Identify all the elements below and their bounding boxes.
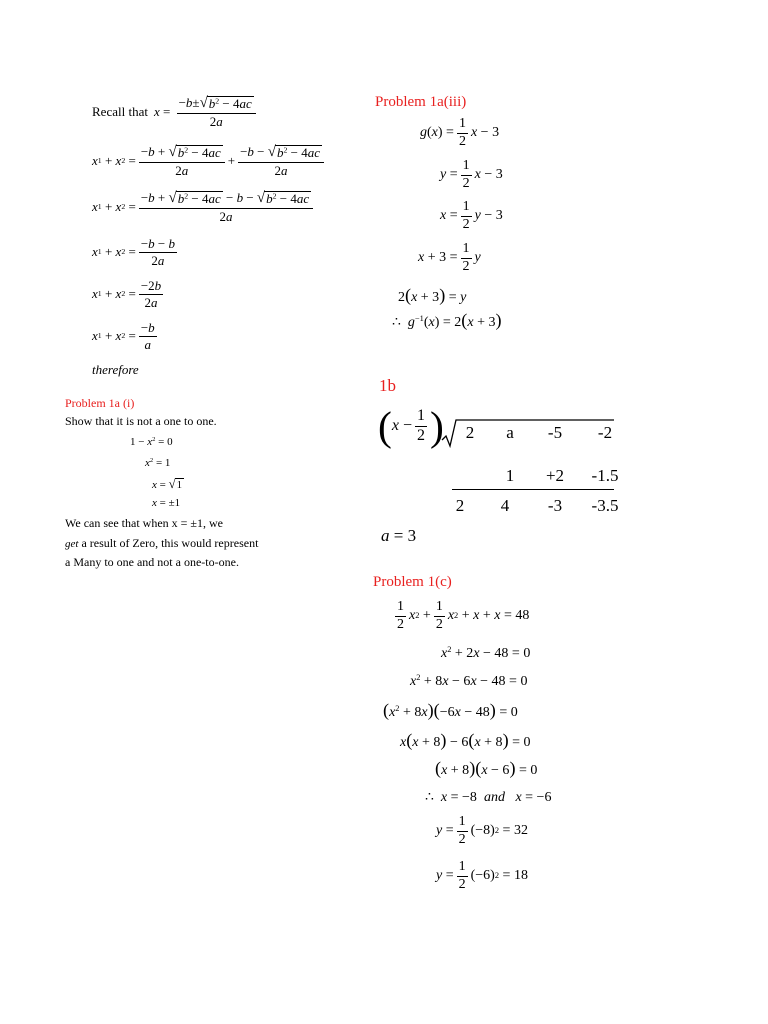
middle-cell: -1.5 — [591, 466, 619, 485]
derivation-step-5: x 1 + x 2 = $\frac{-b}{a}$ — [92, 320, 155, 352]
problem-1a-i-prompt: Show that it is not a one to one. — [65, 414, 217, 428]
inverse-result: ∴ $g^{-1}(x) = 2(x + 3)$ — [392, 310, 502, 330]
middle-row — [485, 466, 635, 486]
solve-y-value: y = $\frac{1}{2}$ (−6) 2 = 18 — [436, 859, 528, 892]
step-equation: $x^2 = 1$ — [145, 457, 171, 469]
conclusion-line: get a result of Zero, this would represent — [65, 536, 259, 550]
dividend-cell: 2 — [465, 423, 475, 442]
problem-1c-title: Problem 1(c) — [373, 574, 452, 590]
label-1b: 1b — [379, 376, 396, 395]
problem-1a-iii-title: Problem 1a(iii) — [375, 94, 467, 110]
conclusion-line: a Many to one and not a one-to-one. — [65, 555, 239, 569]
step-equation: x = ±1 — [152, 497, 181, 509]
solve-step: $x^2 + 8x - 6x - 48 = 0$ — [410, 672, 528, 689]
conclusion-line: We can see that when x = ±1, we — [65, 516, 223, 530]
result-cell: 4 — [500, 496, 510, 515]
result-row — [445, 496, 635, 516]
division-rule — [452, 489, 614, 490]
result-cell: 2 — [455, 496, 465, 515]
therefore-label: therefore — [92, 362, 139, 377]
inverse-step: 2(x + 3) = y — [398, 285, 467, 305]
inverse-step: x + 3 = $\frac{1}{2}$ y — [418, 241, 481, 274]
inverse-step: g ( x ) = $\frac{1}{2}$ x − 3 — [420, 116, 500, 149]
division-answer: a = 3 — [381, 526, 417, 545]
result-cell: -3 — [547, 496, 563, 515]
solve-roots: ∴ x = −8 and x = −6 — [425, 790, 552, 805]
step-equation: $1 - x^2 = 0$ — [130, 436, 173, 448]
dividend-cell: a — [506, 423, 514, 442]
dividend-cell: -2 — [597, 423, 613, 442]
derivation-step-1: x 1 + x 2 = −b + √ $b^2 - 4ac$ 2a + −b − √ $b^2 - 4ac$ 2a — [92, 145, 327, 178]
problem-1a-i-title: Problem 1a (i) — [65, 396, 135, 410]
result-cell: -3.5 — [591, 496, 619, 515]
solve-step: (x + 8)(x − 6) = 0 — [435, 758, 538, 778]
step-equation: x = √ 1 — [152, 477, 183, 491]
middle-cell: 1 — [505, 466, 515, 485]
solve-step: $(x^2 + 8x)(-6x - 48) = 0$ — [383, 700, 518, 720]
divisor: ( x − $\frac{1}{2}$ ) — [378, 402, 444, 449]
derivation-step-2: x 1 + x 2 = −b + √ $b^2 - 4ac$ − b − √ $b^2 - 4ac$ 2a — [92, 191, 316, 224]
dividend-cell: -5 — [547, 423, 563, 442]
inverse-step: x = $\frac{1}{2}$ y − 3 — [440, 199, 503, 232]
solve-y-value: y = $\frac{1}{2}$ (−8) 2 = 32 — [436, 814, 528, 847]
inverse-step: y = $\frac{1}{2}$ x − 3 — [440, 158, 503, 191]
recall-label: Recall that — [92, 104, 148, 120]
middle-cell: +2 — [545, 466, 565, 485]
derivation-step-4: x 1 + x 2 = $\frac{-2b}{2a}$ — [92, 278, 162, 310]
dividend-row — [455, 423, 635, 443]
solve-step: $x^2 + 2x - 48 = 0$ — [441, 644, 531, 661]
solve-step: x(x + 8) − 6(x + 8) = 0 — [400, 730, 531, 750]
solve-step: $\frac{1}{2}$ x 2 + $\frac{1}{2}$ x 2 + x + x = 48 — [397, 599, 530, 632]
derivation-step-3: x 1 + x 2 = $\frac{-b - b}{2a}$ — [92, 236, 175, 268]
quadratic-formula: Recall that x = −b± √ $b^2 - 4ac$ 2a — [92, 96, 259, 129]
